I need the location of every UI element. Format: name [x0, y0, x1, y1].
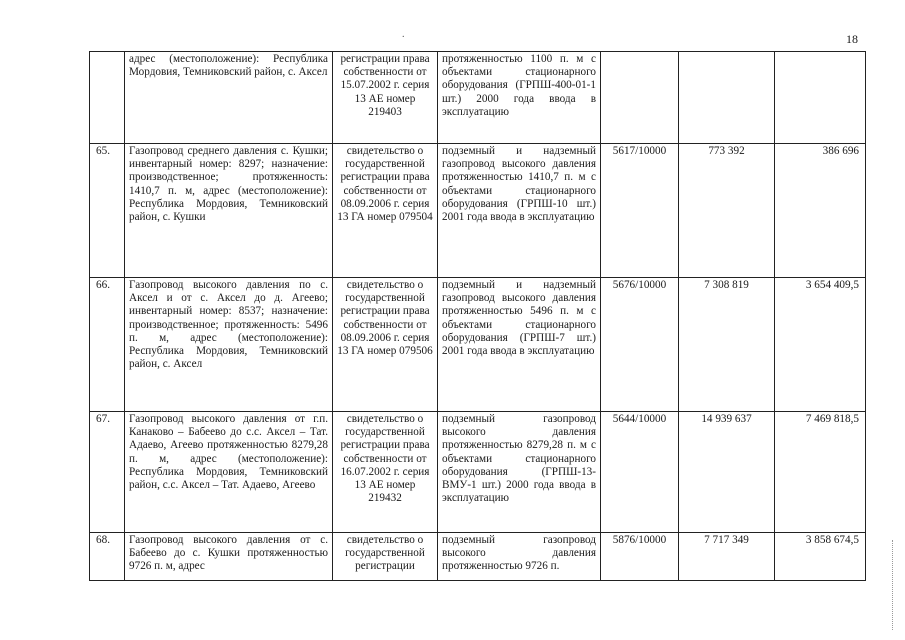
row-number: [90, 52, 125, 144]
object-name: адрес (местоположение): Республика Мордовия, Темниковский район, с. Аксел: [125, 52, 333, 144]
object-characteristics: подземный газопровод высокого давления протяженностью 9726 п.: [438, 533, 601, 581]
registration-certificate: свидетельство о государственной регистрации права собственности от 08.09.2006 г. серия 13 ГА номер 079506: [333, 278, 438, 412]
amount-value: 7 469 818,5: [775, 412, 866, 533]
object-characteristics: подземный и надземный газопровод высокого давления протяженностью 5496 п. м с объектами стационарного оборудования (ГРПШ-7 шт.) 2001 года ввода в эксплуатацию: [438, 278, 601, 412]
row-number: 67.: [90, 412, 125, 533]
row-number: 68.: [90, 533, 125, 581]
object-characteristics: подземный газопровод высокого давления протяженностью 8279,28 п. м с объектами стационарного оборудования (ГРПШ-13-ВМУ-1 шт.) 2000 года ввода в эксплуатацию: [438, 412, 601, 533]
share-value: 5676/10000: [601, 278, 679, 412]
object-name: Газопровод высокого давления от г.п. Канаково – Бабеево до с.с. Аксел – Тат. Адаево, Агеево протяженностью 8279,28 п. м, адрес (местоположение): Республика Мордовия, Темниковский район, с.с. Аксел – Тат. Адаево, Агеево: [125, 412, 333, 533]
object-name: Газопровод среднего давления с. Кушки; инвентарный номер: 8297; назначение: производственное; протяженность: 1410,7 п. м, адрес (местоположение): Республика Мордовия, Темниковский район, с. Кушки: [125, 144, 333, 278]
scan-margin-marks: [892, 540, 895, 630]
registration-certificate: свидетельство о государственной регистрации: [333, 533, 438, 581]
scan-mark: .: [402, 29, 405, 40]
registration-certificate: регистрации права собственности от 15.07.2002 г. серия 13 АЕ номер 219403: [333, 52, 438, 144]
amount-value: 386 696: [775, 144, 866, 278]
object-name: Газопровод высокого давления от с. Бабеево до с. Кушки протяженностью 9726 п. м, адрес: [125, 533, 333, 581]
table-row: [90, 144, 866, 278]
cost-value: 7 717 349: [679, 533, 775, 581]
share-value: 5617/10000: [601, 144, 679, 278]
cost-value: 7 308 819: [679, 278, 775, 412]
object-name: Газопровод высокого давления по с. Аксел и от с. Аксел до д. Агеево; инвентарный номер: 8537; назначение: производственное; протяженность: 5496 п. м, адрес (местоположение): Республика Мордовия, Темниковский район, с. Аксел: [125, 278, 333, 412]
cost-value: 14 939 637: [679, 412, 775, 533]
amount-value: 3 858 674,5: [775, 533, 866, 581]
object-characteristics: подземный и надземный газопровод высокого давления протяженностью 1410,7 п. м с объектами стационарного оборудования (ГРПШ-10 шт.) 2001 года ввода в эксплуатацию: [438, 144, 601, 278]
table-row: [90, 52, 866, 144]
share-value: 5644/10000: [601, 412, 679, 533]
registration-certificate: свидетельство о государственной регистрации права собственности от 08.09.2006 г. серия 13 ГА номер 079504: [333, 144, 438, 278]
share-value: [601, 52, 679, 144]
row-number: 65.: [90, 144, 125, 278]
table-row: [90, 412, 866, 533]
amount-value: 3 654 409,5: [775, 278, 866, 412]
amount-value: [775, 52, 866, 144]
page-number: 18: [846, 32, 858, 46]
property-table: [89, 51, 866, 581]
cost-value: [679, 52, 775, 144]
cost-value: 773 392: [679, 144, 775, 278]
table-row: [90, 533, 866, 581]
table-row: [90, 278, 866, 412]
share-value: 5876/10000: [601, 533, 679, 581]
row-number: 66.: [90, 278, 125, 412]
registration-certificate: свидетельство о государственной регистрации права собственности от 16.07.2002 г. серия 13 АЕ номер 219432: [333, 412, 438, 533]
object-characteristics: протяженностью 1100 п. м с объектами стационарного оборудования (ГРПШ-400-01-1 шт.) 2000 года ввода в эксплуатацию: [438, 52, 601, 144]
